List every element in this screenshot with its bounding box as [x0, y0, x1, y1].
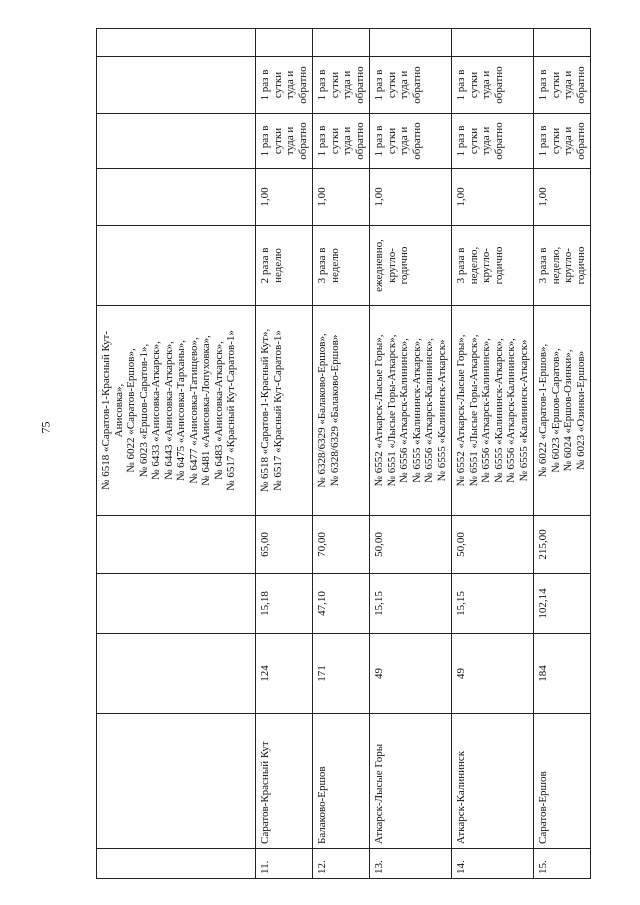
frequency-detail-1: 1 раз в сутки туда и обратно: [256, 114, 313, 169]
frequency-detail-1: 1 раз в сутки туда и обратно: [370, 114, 452, 169]
frequency: 3 раза в неделю, кругло-годично: [534, 226, 591, 306]
route-length: 49: [452, 634, 534, 714]
frequency-detail-1: 1 раз в сутки туда и обратно: [313, 114, 370, 169]
frequency-detail-2: 1 раз в сутки туда и обратно: [534, 57, 591, 114]
route-name: Саратов-Красный Кут: [256, 714, 313, 849]
coefficient: 1,00: [452, 169, 534, 226]
value-2: 65,00: [256, 516, 313, 574]
rotated-table-container: [96, 29, 587, 879]
frequency-detail-1: 1 раз в сутки туда и обратно: [452, 114, 534, 169]
value-1: 102,14: [534, 574, 591, 634]
value-2: 50,00: [370, 516, 452, 574]
table-row: [452, 29, 534, 879]
row-number: 12.: [313, 849, 370, 879]
value-1: 15,18: [256, 574, 313, 634]
frequency: 3 раза в неделю, кругло-годично: [452, 226, 534, 306]
train-routes: № 6022 «Саратов-1-Ершов», № 6023 «Ершов-Саратов», № 6024 «Ершов-Озинки», № 6023 «Озинки-Ершов»: [534, 306, 591, 516]
train-routes: № 6328/6329 «Балаково-Ершов», № 6328/6329 «Балаково-Ершов»: [313, 306, 370, 516]
train-routes: № 6552 «Аткарск-Лысые Горы», № 6551 «Лысые Горы-Аткарск», № 6556 «Аткарск-Калининск», № 6555 «Калининск-Аткарск», № 6556 «Аткарск-Калининск», № 6555 «Калининск-Аткарск»: [370, 306, 452, 516]
table-row: [534, 29, 591, 879]
route-length: 184: [534, 634, 591, 714]
frequency-detail-2: 1 раз в сутки туда и обратно: [313, 57, 370, 114]
frequency: ежедневно, кругло-годично: [370, 226, 452, 306]
value-1: 47,10: [313, 574, 370, 634]
value-1: 15,15: [370, 574, 452, 634]
route-name: Балаково-Ершов: [313, 714, 370, 849]
coefficient: 1,00: [313, 169, 370, 226]
frequency: 2 раза в неделю: [256, 226, 313, 306]
value-1: 15,15: [452, 574, 534, 634]
frequency-detail-2: 1 раз в сутки туда и обратно: [452, 57, 534, 114]
routes-table: [96, 28, 591, 879]
frequency-detail-1: 1 раз в сутки туда и обратно: [534, 114, 591, 169]
value-2: 215,00: [534, 516, 591, 574]
frequency-detail-2: 1 раз в сутки туда и обратно: [256, 57, 313, 114]
coefficient: 1,00: [534, 169, 591, 226]
table-row: [256, 29, 313, 879]
route-name: Аткарск-Калининск: [452, 714, 534, 849]
table-row-continued: [97, 29, 256, 879]
row-number: 15.: [534, 849, 591, 879]
route-name: Аткарск-Лысые Горы: [370, 714, 452, 849]
table-row: [370, 29, 452, 879]
value-2: 50,00: [452, 516, 534, 574]
table-row: [313, 29, 370, 879]
route-length: 124: [256, 634, 313, 714]
row-number: 11.: [256, 849, 313, 879]
route-length: 49: [370, 634, 452, 714]
route-name: Саратов-Ершов: [534, 714, 591, 849]
train-routes: № 6518 «Саратов-1-Красный Кут», № 6517 «Красный Кут-Саратов-1»: [256, 306, 313, 516]
row-number: 13.: [370, 849, 452, 879]
continued-routes-cell: № 6518 «Саратов-1-Красный Кут- Анисовка», № 6022 «Саратов-Ершов», № 6023 «Ершов-Саратов-1», № 6433 «Анисовка-Аткарск», № 6443 «Анисовка-Аткарск», № 6475 «Анисовка-Тарханы», № 6477 «Анисовка-Татищево», № 6481 «Анисовка-Лопуховка», № 6483 «Анисовка-Аткарск», № 6517 «Красный Кут-Саратов-1»: [97, 306, 256, 516]
coefficient: 1,00: [256, 169, 313, 226]
frequency: 3 раза в неделю: [313, 226, 370, 306]
frequency-detail-2: 1 раз в сутки туда и обратно: [370, 57, 452, 114]
train-routes: № 6552 «Аткарск-Лысые Горы», № 6551 «Лысые Горы-Аткарск», № 6556 «Аткарск-Калининск», № 6555 «Калининск-Аткарск», № 6556 «Аткарск-Калининск», № 6555 «Калининск-Аткарск»: [452, 306, 534, 516]
route-length: 171: [313, 634, 370, 714]
row-number: 14.: [452, 849, 534, 879]
coefficient: 1,00: [370, 169, 452, 226]
value-2: 70,00: [313, 516, 370, 574]
page-number: 75: [38, 421, 53, 434]
